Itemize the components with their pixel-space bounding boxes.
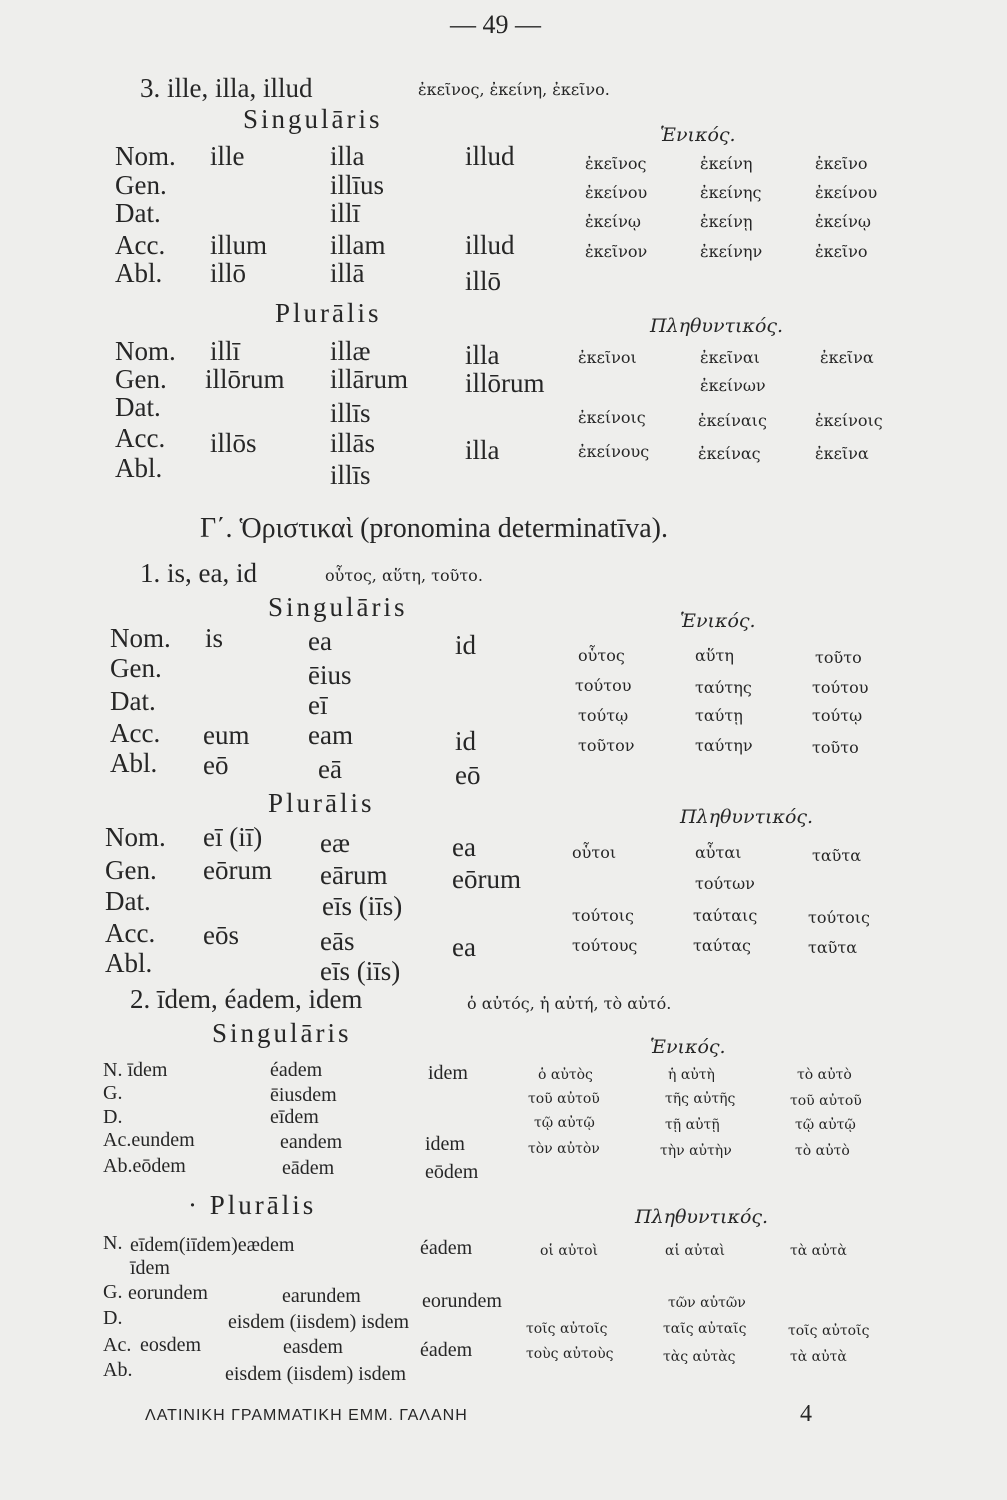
neuter-form: eōrum [452, 864, 521, 894]
greek-feminine-form: ἐκείνων [700, 376, 766, 395]
feminine-form: illam [330, 230, 386, 260]
case-label: G. [103, 1281, 123, 1303]
case-label: Acc. [105, 918, 156, 948]
masculine-form: is [205, 623, 224, 653]
case-label: Acc. [115, 423, 166, 453]
page-number: — 49 — [450, 10, 541, 39]
feminine-form: earundem [282, 1285, 361, 1307]
case-label: Abl. [105, 948, 153, 978]
case-label: Nom. [115, 141, 176, 171]
greek-singular-heading: Ἑνικός. [650, 1036, 726, 1058]
feminine-form: illī [330, 198, 361, 228]
feminine-form: eīs (iīs) [322, 891, 403, 921]
case-label: Abl. [110, 748, 158, 778]
case-label: Dat. [115, 198, 161, 228]
case-label: Dat. [110, 686, 156, 716]
neuter-form: éadem [420, 1339, 473, 1361]
case-label: Gen. [105, 855, 157, 885]
greek-feminine-form: ἡ αὐτὴ [668, 1067, 715, 1083]
greek-feminine-form: αἱ αὐταὶ [665, 1243, 726, 1259]
neuter-form: ea [452, 832, 476, 862]
greek-neuter-form: τοῦ αὐτοῦ [790, 1093, 862, 1109]
case-label: N. īdem [103, 1059, 168, 1081]
neuter-form: id [455, 630, 477, 660]
masculine-form: illō [210, 258, 247, 288]
section-title: 3. ille, illa, illud [140, 73, 313, 103]
feminine-form: ēius [308, 660, 352, 690]
masculine-form: eī (iī) [203, 822, 263, 852]
masculine-form: illōs [210, 428, 257, 458]
case-label: G. [103, 1082, 123, 1104]
greek-neuter-form: τὸ αὐτὸ [795, 1143, 850, 1159]
neuter-form: ea [452, 932, 476, 962]
singular-heading: Singulāris [268, 592, 408, 622]
greek-feminine-form: ταύτας [693, 936, 751, 955]
masculine-form: illōrum [205, 364, 285, 394]
greek-masculine-form: ἐκείνοις [578, 408, 646, 427]
footer-text: ΛΑΤΙΝΙΚΗ ΓΡΑΜΜΑΤΙΚΗ ΕΜΜ. ΓΑΛΑΝΗ [145, 1407, 468, 1424]
feminine-form: illa [330, 141, 365, 171]
masculine-form: eīdem(iīdem)eædem [130, 1234, 295, 1256]
greek-masculine-form: τοῖς αὐτοῖς [526, 1321, 608, 1337]
case-label: D. [103, 1106, 123, 1128]
greek-feminine-form: αὗται [695, 843, 742, 862]
masculine-form: illum [210, 230, 268, 260]
greek-masculine-form: τούτους [572, 936, 638, 955]
neuter-form: illa [465, 340, 500, 370]
neuter-form: illud [465, 141, 515, 171]
greek-plural-heading: Πληθυντικός. [680, 806, 814, 828]
neuter-form: id [455, 726, 477, 756]
feminine-form: eæ [320, 828, 350, 858]
case-label: Acc. [115, 230, 166, 260]
feminine-form: ea [308, 626, 332, 656]
greek-plural-heading: Πληθυντικός. [650, 315, 784, 337]
greek-feminine-form: ἐκείνην [700, 242, 763, 261]
greek-feminine-form: τῆς αὐτῆς [665, 1091, 736, 1107]
greek-feminine-form: αὕτη [695, 646, 734, 665]
singular-heading: Singulāris [212, 1018, 352, 1048]
feminine-form: illās [330, 428, 375, 458]
greek-feminine-form: ἐκείνης [700, 183, 762, 202]
feminine-form: eam [308, 720, 353, 750]
neuter-form: éadem [420, 1237, 473, 1259]
neuter-form: idem [425, 1133, 465, 1155]
greek-neuter-form: ταῦτα [812, 846, 862, 865]
greek-masculine-form: ἐκεῖνοι [578, 348, 637, 367]
greek-neuter-form: τὰ αὐτὰ [790, 1349, 847, 1365]
greek-neuter-form: ἐκείνου [815, 183, 878, 202]
feminine-form: eandem [280, 1131, 343, 1153]
greek-neuter-form: ἐκεῖνα [815, 444, 869, 463]
case-label: Gen. [110, 653, 162, 683]
greek-feminine-form: τῶν αὐτῶν [668, 1295, 746, 1311]
feminine-form: ēiusdem [270, 1084, 337, 1106]
greek-masculine-form: ἐκείνῳ [585, 212, 641, 231]
feminine-form: éadem [270, 1059, 323, 1081]
masculine-form: eōs [203, 920, 239, 950]
greek-masculine-form: τοὺς αὐτοὺς [526, 1346, 614, 1362]
signature-mark: 4 [800, 1401, 812, 1427]
greek-neuter-form: τοῖς αὐτοῖς [788, 1323, 870, 1339]
section-greek-forms: ὁ αὐτός, ἡ αὐτή, τὸ αὐτό. [467, 994, 672, 1013]
masculine-form: eō [203, 750, 229, 780]
greek-plural-heading: Πληθυντικός. [635, 1206, 769, 1228]
section-greek-forms: ἐκεῖνος, ἐκείνη, ἐκεῖνο. [418, 80, 610, 99]
feminine-form: illīus [330, 170, 385, 200]
neuter-form: eōdem [425, 1161, 479, 1183]
greek-neuter-form: τούτου [812, 678, 869, 697]
neuter-form: eorundem [422, 1290, 502, 1312]
case-label: Acc. [110, 718, 161, 748]
greek-masculine-form: τῷ αὐτῷ [534, 1115, 595, 1131]
greek-feminine-form: ταύταις [693, 906, 758, 925]
greek-neuter-form: τὸ αὐτὸ [797, 1067, 852, 1083]
neuter-form: illa [465, 435, 500, 465]
masculine-form: ille [210, 141, 245, 171]
feminine-form: eās [320, 926, 355, 956]
case-label: Ac. [103, 1334, 132, 1356]
greek-singular-heading: Ἑνικός. [680, 610, 756, 632]
greek-singular-heading: Ἑνικός. [660, 124, 736, 146]
case-label: Nom. [115, 336, 176, 366]
greek-neuter-form: ἐκείνῳ [815, 212, 871, 231]
singular-heading: Singulāris [243, 104, 383, 134]
section-greek-forms: οὗτος, αὕτη, τοῦτο. [325, 566, 483, 585]
neuter-form: illōrum [465, 368, 545, 398]
greek-neuter-form: ταῦτα [808, 938, 858, 957]
greek-neuter-form: τούτοις [808, 908, 870, 927]
case-label: D. [103, 1307, 123, 1329]
neuter-form: illō [465, 266, 502, 296]
case-label: Abl. [115, 258, 163, 288]
case-label: Ab. [103, 1359, 133, 1381]
greek-neuter-form: τοῦτο [815, 648, 862, 667]
greek-masculine-form: τούτου [575, 676, 632, 695]
greek-masculine-form: τούτῳ [578, 706, 629, 725]
greek-masculine-form: οἱ αὐτοὶ [540, 1243, 598, 1259]
case-label: Nom. [110, 623, 171, 653]
feminine-form: illīs [330, 460, 371, 490]
greek-feminine-form: ἐκείνη [700, 154, 753, 173]
greek-feminine-form: ἐκεῖναι [700, 348, 760, 367]
masculine-form: eosdem [140, 1334, 202, 1356]
feminine-form: eī [308, 690, 328, 720]
feminine-form: illārum [330, 364, 408, 394]
greek-feminine-form: τούτων [695, 874, 755, 893]
case-label: Ac.eundem [103, 1129, 195, 1151]
greek-feminine-form: ἐκείνας [698, 444, 761, 463]
section-title: 1. is, ea, id [140, 558, 257, 588]
case-label: Ab.eōdem [103, 1155, 186, 1177]
case-label: Dat. [115, 392, 161, 422]
feminine-form: eīs (iīs) [320, 956, 401, 986]
greek-feminine-form: ἐκείναις [698, 411, 767, 430]
greek-masculine-form: ἐκείνους [578, 442, 650, 461]
greek-masculine-form: οὗτος [578, 646, 625, 665]
greek-masculine-form: τὸν αὐτὸν [528, 1141, 600, 1157]
plural-heading: · Plurālis [188, 1190, 317, 1220]
section-heading-determinativa: Γ΄. Ὁριστικαὶ (pronomina determinatīva). [200, 513, 669, 544]
greek-masculine-form: τοῦτον [578, 736, 635, 755]
greek-neuter-form: ἐκεῖνο [815, 242, 868, 261]
case-label: Nom. [105, 822, 166, 852]
case-label: Gen. [115, 364, 167, 394]
masculine-form: eisdem (iisdem) isdem [228, 1311, 410, 1333]
feminine-form: illā [330, 258, 365, 288]
feminine-form: eā [318, 754, 342, 784]
case-label: N. [103, 1232, 123, 1254]
case-label: Gen. [115, 170, 167, 200]
greek-neuter-form: ἐκεῖνο [815, 154, 868, 173]
greek-masculine-form: τούτοις [572, 906, 634, 925]
feminine-form: illīs [330, 398, 371, 428]
greek-neuter-form: τοῦτο [812, 738, 859, 757]
masculine-form: eōrum [203, 855, 272, 885]
neuter-form: illud [465, 230, 515, 260]
greek-masculine-form: τοῦ αὐτοῦ [528, 1091, 600, 1107]
masculine-form: eisdem (iisdem) isdem [225, 1363, 407, 1385]
greek-feminine-form: ταύτῃ [695, 706, 743, 725]
greek-masculine-form: ἐκεῖνον [585, 242, 648, 261]
greek-feminine-form: τὰς αὐτὰς [663, 1349, 736, 1365]
section-title: 2. īdem, éadem, idem [130, 984, 363, 1014]
greek-neuter-form: ἐκεῖνα [820, 348, 874, 367]
greek-neuter-form: τῷ αὐτῷ [795, 1117, 856, 1133]
case-label: Dat. [105, 886, 151, 916]
greek-masculine-form: ἐκείνου [585, 183, 648, 202]
neuter-form: idem [428, 1062, 468, 1084]
masculine-form: eorundem [128, 1282, 208, 1304]
feminine-form: eādem [282, 1157, 335, 1179]
greek-feminine-form: ταύτης [695, 678, 752, 697]
feminine-form: eārum [320, 860, 388, 890]
case-label: Abl. [115, 453, 163, 483]
greek-feminine-form: τὴν αὐτὴν [660, 1143, 732, 1159]
plural-heading: Plurālis [275, 298, 382, 328]
masculine-form: eum [203, 720, 250, 750]
greek-masculine-form: ἐκεῖνος [585, 154, 647, 173]
masculine-form: īdem [130, 1257, 170, 1279]
greek-masculine-form: οὗτοι [572, 843, 617, 862]
greek-masculine-form: ὁ αὐτὸς [538, 1067, 593, 1083]
greek-feminine-form: ταῖς αὐταῖς [663, 1321, 747, 1337]
masculine-form: illī [210, 336, 241, 366]
greek-neuter-form: τὰ αὐτὰ [790, 1243, 847, 1259]
plural-heading: Plurālis [268, 788, 375, 818]
neuter-form: eō [455, 760, 481, 790]
greek-feminine-form: τῇ αὐτῇ [665, 1117, 720, 1133]
feminine-form: illæ [330, 336, 371, 366]
greek-neuter-form: ἐκείνοις [815, 411, 883, 430]
feminine-form: easdem [283, 1336, 343, 1358]
feminine-form: eīdem [270, 1106, 319, 1128]
greek-feminine-form: ταύτην [695, 736, 753, 755]
greek-neuter-form: τούτῳ [812, 706, 863, 725]
greek-feminine-form: ἐκείνῃ [700, 212, 753, 231]
